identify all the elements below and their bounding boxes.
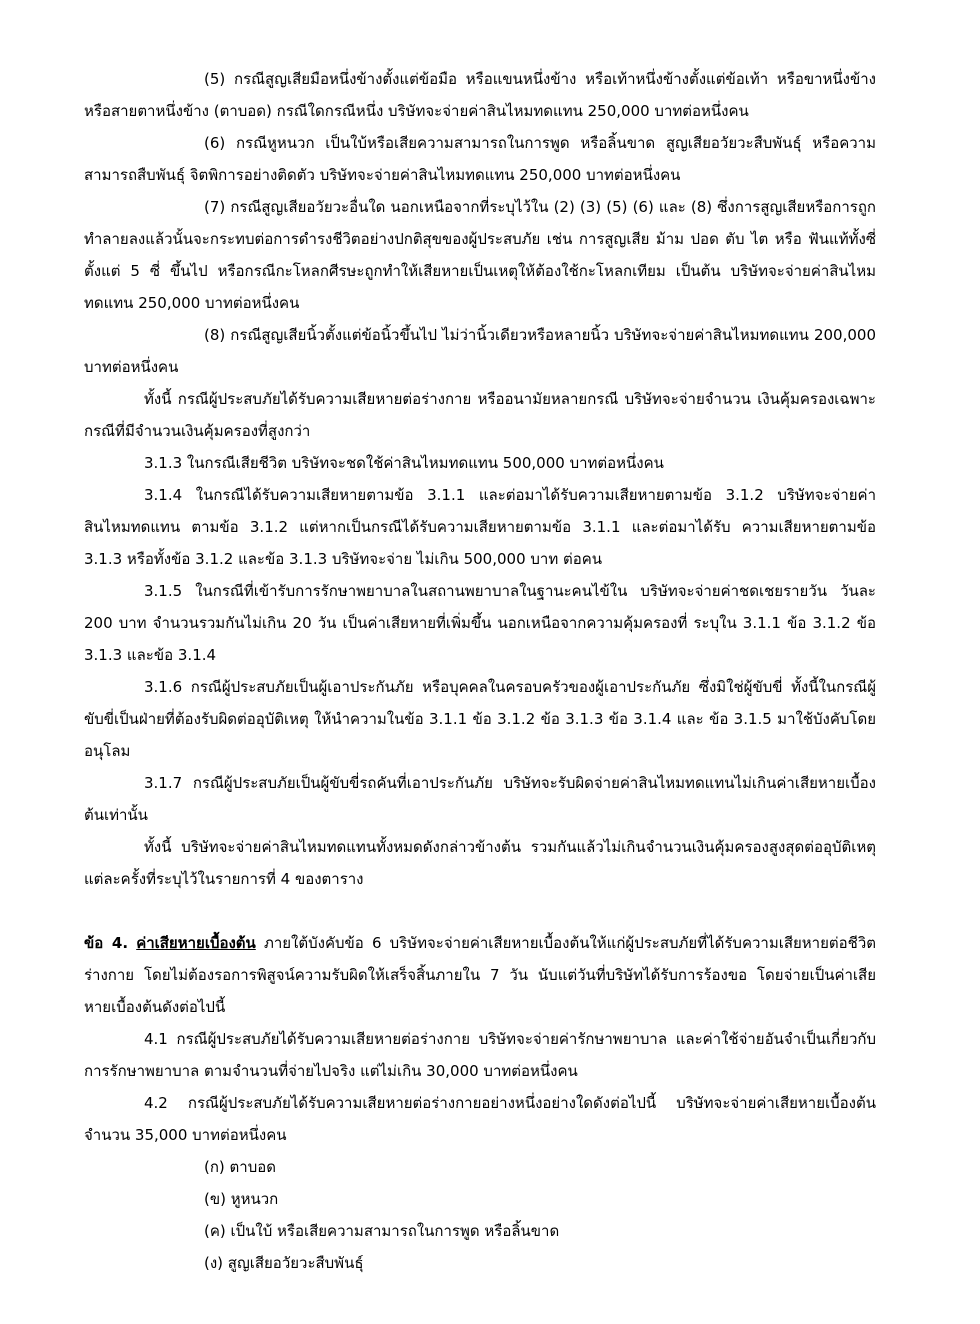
list-item-mute: (ค) เป็นใบ้ หรือเสียความสามารถในการพูด หรือลิ้นขาด <box>204 1222 560 1240</box>
section-spacer <box>84 895 876 927</box>
paragraph-4-2: 4.2 กรณีผู้ประสบภัยได้รับความเสียหายต่อร่างกายอย่างหนึ่งอย่างใดดังต่อไปนี้ บริษัทจะจ่ายค่าเสียหายเบื้องต้นจำนวน 35,000 บาทต่อหนึ่งคน <box>84 1094 876 1144</box>
clause-4-title: ค่าเสียหายเบื้องต้น <box>136 934 256 952</box>
paragraph-3-1-7: 3.1.7 กรณีผู้ประสบภัยเป็นผู้ขับขี่รถคันที่เอาประกันภัย บริษัทจะรับผิดจ่ายค่าสินไหมทดแทนไม่เกินค่าเสียหายเบื้องต้นเท่านั้น <box>84 774 876 824</box>
paragraph-3-1-3: 3.1.3 ในกรณีเสียชีวิต บริษัทจะชดใช้ค่าสินไหมทดแทน 500,000 บาทต่อหนึ่งคน <box>144 454 664 472</box>
clause-4-number: ข้อ 4. <box>84 934 129 952</box>
paragraph-item-6: (6) กรณีหูหนวก เป็นใบ้หรือเสียความสามารถในการพูด หรือลิ้นขาด สูญเสียอวัยวะสืบพันธุ์ หรือความสามารถสืบพันธุ์ จิตพิการอย่างติดตัว บริษัทจะจ่ายค่าสินไหมทดแทน 250,000 บาทต่อหนึ่งคน <box>84 134 876 184</box>
document-page <box>84 63 876 1279</box>
list-item-deaf: (ข) หูหนวก <box>204 1190 279 1208</box>
paragraph-note-total-limit: ทั้งนี้ บริษัทจะจ่ายค่าสินไหมทดแทนทั้งหมดดังกล่าวข้างต้น รวมกันแล้วไม่เกินจำนวนเงินคุ้มครองสูงสุดต่ออุบัติเหตุแต่ละครั้งที่ระบุไว้ในรายการที่ 4 ของตาราง <box>84 838 876 888</box>
paragraph-3-1-4: 3.1.4 ในกรณีได้รับความเสียหายตามข้อ 3.1.1 และต่อมาได้รับความเสียหายตามข้อ 3.1.2 บริษัทจะจ่ายค่าสินไหมทดแทน ตามข้อ 3.1.2 แต่หากเป็นกรณีได้รับความเสียหายตามข้อ 3.1.1 และต่อมาได้รับ ความเสียหายตามข้อ 3.1.3 หรือทั้งข้อ 3.1.2 และข้อ 3.1.3 บริษัทจะจ่าย ไม่เกิน 500,000 บาท ต่อคน <box>84 486 876 568</box>
paragraph-3-1-6: 3.1.6 กรณีผู้ประสบภัยเป็นผู้เอาประกันภัย หรือบุคคลในครอบครัวของผู้เอาประกันภัย ซึ่งมิใช่ผู้ขับขี่ ทั้งนี้ในกรณีผู้ขับขี่เป็นฝ่ายที่ต้องรับผิดต่ออุบัติเหตุ ให้นำความในข้อ 3.1.1 ข้อ 3.1.2 ข้อ 3.1.3 ข้อ 3.1.4 และ ข้อ 3.1.5 มาใช้บังคับโดยอนุโลม <box>84 678 876 760</box>
paragraph-item-5: (5) กรณีสูญเสียมือหนึ่งข้างตั้งแต่ข้อมือ หรือแขนหนึ่งข้าง หรือเท้าหนึ่งข้างตั้งแต่ข้อเท้า หรือขาหนึ่งข้าง หรือสายตาหนึ่งข้าง (ตาบอด) กรณีใดกรณีหนึ่ง บริษัทจะจ่ายค่าสินไหมทดแทน 250,000 บาทต่อหนึ่งคน <box>84 70 876 120</box>
list-item-blind: (ก) ตาบอด <box>204 1158 276 1176</box>
clause-4-text: ภายใต้บังคับข้อ 6 บริษัทจะจ่ายค่าเสียหายเบื้องต้นให้แก่ผู้ประสบภัยที่ได้รับความเสียหายต่อชีวิต ร่างกาย โดยไม่ต้องรอการพิสูจน์ความรับผิดให้เสร็จสิ้นภายใน 7 วัน นับแต่วันที่บริษัทได้รับการร้องขอ โดยจ่ายเป็นค่าเสียหายเบื้องต้นดังต่อไปนี้ <box>84 934 876 1016</box>
paragraph-item-7: (7) กรณีสูญเสียอวัยวะอื่นใด นอกเหนือจากที่ระบุไว้ใน (2) (3) (5) (6) และ (8) ซึ่งการสูญเสียหรือการถูกทำลายลงแล้วนั้นจะกระทบต่อการดำรงชีวิตอย่างปกติสุขของผู้ประสบภัย เช่น การสูญเสีย ม้าม ปอด ตับ ไต หรือ ฟันแท้ทั้งซี่ตั้งแต่ 5 ซี่ ขึ้นไป หรือกรณีกะโหลกศีรษะถูกทำให้เสียหายเป็นเหตุให้ต้องใช้กะโหลกเทียม เป็นต้น บริษัทจะจ่ายค่าสินไหมทดแทน 250,000 บาทต่อหนึ่งคน <box>84 198 876 312</box>
list-item-reproductive: (ง) สูญเสียอวัยวะสืบพันธุ์ <box>204 1254 364 1272</box>
clause-4-paragraph <box>84 927 876 1023</box>
paragraph-3-1-5: 3.1.5 ในกรณีที่เข้ารับการรักษาพยาบาลในสถานพยาบาลในฐานะคนไข้ใน บริษัทจะจ่ายค่าชดเชยรายวัน วันละ 200 บาท จำนวนรวมกันไม่เกิน 20 วัน เป็นค่าเสียหายที่เพิ่มขึ้น นอกเหนือจากความคุ้มครองที่ ระบุใน 3.1.1 ข้อ 3.1.2 ข้อ 3.1.3 และข้อ 3.1.4 <box>84 582 876 664</box>
paragraph-4-1: 4.1 กรณีผู้ประสบภัยได้รับความเสียหายต่อร่างกาย บริษัทจะจ่ายค่ารักษาพยาบาล และค่าใช้จ่ายอันจำเป็นเกี่ยวกับการรักษาพยาบาล ตามจำนวนที่จ่ายไปจริง แต่ไม่เกิน 30,000 บาทต่อหนึ่งคน <box>84 1030 876 1080</box>
paragraph-note-multiple-cases: ทั้งนี้ กรณีผู้ประสบภัยได้รับความเสียหายต่อร่างกาย หรืออนามัยหลายกรณี บริษัทจะจ่ายจำนวน เงินคุ้มครองเฉพาะกรณีที่มีจำนวนเงินคุ้มครองที่สูงกว่า <box>84 390 876 440</box>
paragraph-item-8: (8) กรณีสูญเสียนิ้วตั้งแต่ข้อนิ้วขึ้นไป ไม่ว่านิ้วเดียวหรือหลายนิ้ว บริษัทจะจ่ายค่าสินไหมทดแทน 200,000 บาทต่อหนึ่งคน <box>84 326 876 376</box>
